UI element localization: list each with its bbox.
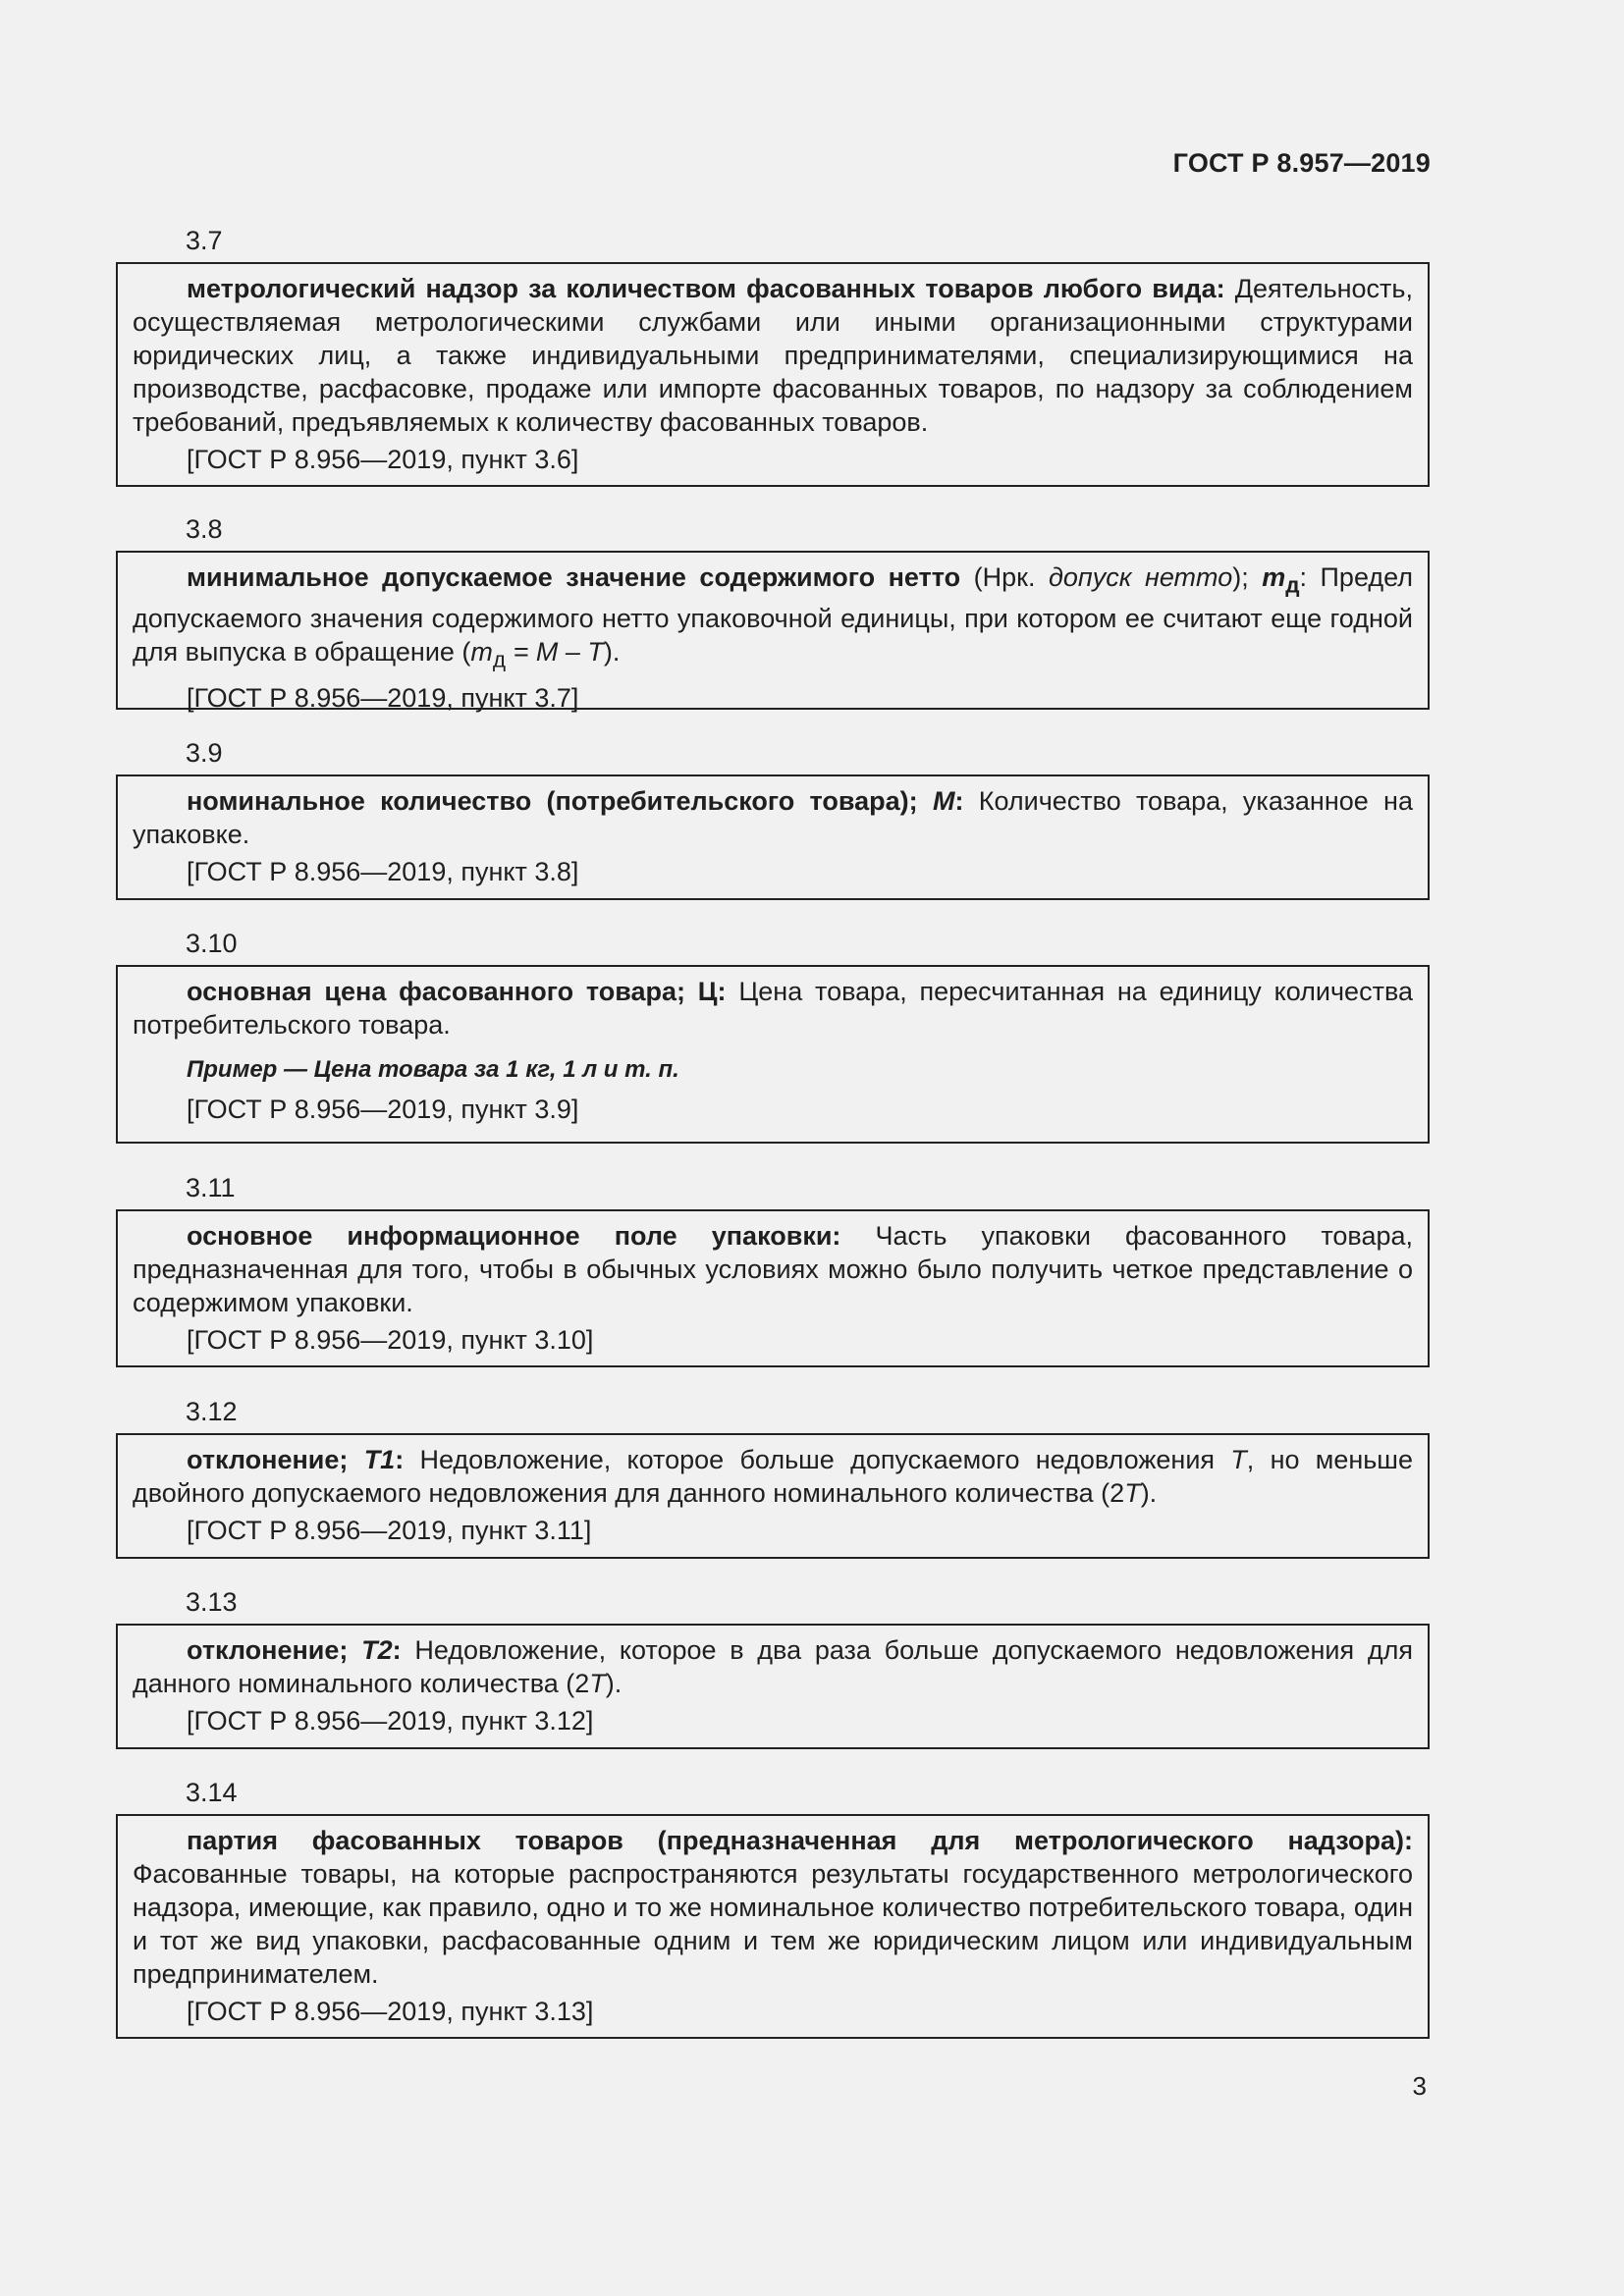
section-number: 3.12 (186, 1397, 238, 1426)
definition-body: ). (605, 1669, 623, 1698)
definition-body: ); (1232, 562, 1263, 592)
section-number: 3.8 (186, 514, 223, 544)
source-reference: [ГОСТ Р 8.956—2019, пункт 3.12] (187, 1706, 594, 1735)
definition-body: Часть упаковки фасованного товара, предназначенная для того, чтобы в обычных условиях можно было получить четкое представление о содержимом упаковки. (133, 1221, 1414, 1317)
section-number: 3.10 (186, 929, 238, 958)
definition-body: T (589, 1669, 606, 1698)
section-number: 3.13 (186, 1587, 238, 1617)
definition-box (116, 1624, 1430, 1749)
term: партия фасованных товаров (предназначенная для метрологического надзора): (187, 1826, 1413, 1855)
definition-text (133, 975, 1413, 1041)
definition-box (116, 965, 1430, 1144)
definition-text (133, 272, 1413, 439)
source-reference: [ГОСТ Р 8.956—2019, пункт 3.8] (187, 857, 579, 886)
definition-body: Деятельность, осуществляемая метрологическими службами или иными организационными структурами юридических лиц, а также индивидуальными предпринимателями, специализирующимися на производстве, расфасовке, продаже или импорте фасованных товаров, по надзору за соблюдением требований, предъявляемых к количеству фасованных товаров. (133, 274, 1413, 437)
definition-text: номинальное количество (потребительского товара); M: Количество товара, указанное на упаковке. (133, 786, 1413, 849)
definition-text: отклонение; T2: Недовложение, которое в два раза больше допускаемого недовложения для данного номинального количества (2T). (133, 1635, 1413, 1698)
page-number: 3 (1412, 2071, 1427, 2101)
source-reference: [ГОСТ Р 8.956—2019, пункт 3.9] (187, 1095, 579, 1124)
definition-box (116, 774, 1430, 900)
definition-box (116, 1209, 1430, 1367)
term: основная цена фасованного товара; Ц: (187, 977, 727, 1006)
term-symbol: $m_д$ (1262, 562, 1300, 598)
definition-body: T (1124, 1478, 1141, 1508)
definition-body: Недовложение, которое больше допускаемого недовложения (404, 1445, 1231, 1474)
definition-body: Количество товара, указанное на упаковке. (133, 786, 1413, 849)
definition-text: отклонение; T1: Недовложение, которое больше допускаемого недовложения T, но меньше двойного допускаемого недовложения для данного номинального количества (2T). (133, 1445, 1413, 1508)
term: метрологический надзор за количеством фасованных товаров любого вида: (187, 274, 1225, 303)
definition-body: Недовложение, которое в два раза больше допускаемого недовложения для данного номинального количества (2 (133, 1635, 1413, 1698)
definition-body: , но меньше двойного допускаемого недовложения для данного номинального количества (2 (133, 1445, 1413, 1508)
source-reference: [ГОСТ Р 8.956—2019, пункт 3.6] (187, 445, 579, 474)
definition-body: Фасованные товары, на которые распространяются результаты государственного метрологического надзора, имеющие, как правило, одно и то же номинальное количество потребительского товара, один и тот же вид упаковки, расфасованные одним и тем же юридическим лицом или индивидуальным предпринимателем. (133, 1859, 1413, 1989)
definition-text (133, 1824, 1413, 1991)
section-number: 3.14 (186, 1778, 238, 1807)
source-reference: [ГОСТ Р 8.956—2019, пункт 3.10] (187, 1325, 594, 1355)
definition-body: (Нрк. (960, 562, 1049, 592)
term: отклонение; (187, 1445, 349, 1474)
definition-body: допуск нетто (1048, 562, 1233, 592)
definition-box (116, 551, 1430, 713)
source-reference: [ГОСТ Р 8.956—2019, пункт 3.13] (187, 1997, 594, 2026)
definition-text (133, 1219, 1413, 1319)
definition-text (133, 561, 1413, 677)
term-symbol: T2 (361, 1635, 393, 1665)
definition-box (116, 262, 1430, 487)
definition-box (116, 1814, 1430, 2039)
term-symbol: T1 (363, 1445, 396, 1474)
definition-body: Цена товара, пересчитанная на единицу количества потребительского товара. (133, 977, 1413, 1040)
section-number: 3.9 (186, 738, 223, 768)
formula: $m_д = M - T$ (470, 637, 604, 672)
definition-body: ). (1140, 1478, 1158, 1508)
definition-body: T (1230, 1445, 1247, 1474)
definition-body: : Предел допускаемого значения содержимого нетто упаковочной единицы, при котором ее считают еще годной для выпуска в обращение ( (133, 562, 1413, 667)
term: номинальное количество (потребительского товара); (187, 786, 918, 816)
term: минимальное допускаемое значение содержимого нетто (187, 562, 961, 592)
definition-body: ). (603, 637, 621, 667)
term: отклонение; (187, 1635, 349, 1665)
definition-box (116, 1433, 1430, 1559)
source-reference: [ГОСТ Р 8.956—2019, пункт 3.11] (187, 1516, 592, 1545)
term: основное информационное поле упаковки: (187, 1221, 841, 1251)
source-reference: [ГОСТ Р 8.956—2019, пункт 3.7] (187, 682, 579, 713)
document-header: ГОСТ Р 8.957—2019 (1172, 148, 1431, 178)
section-number: 3.7 (186, 226, 223, 255)
section-number: 3.11 (186, 1173, 236, 1202)
example-text: Пример — Цена товара за 1 кг, 1 л и т. п. (187, 1056, 679, 1083)
term-symbol: M (932, 786, 955, 816)
